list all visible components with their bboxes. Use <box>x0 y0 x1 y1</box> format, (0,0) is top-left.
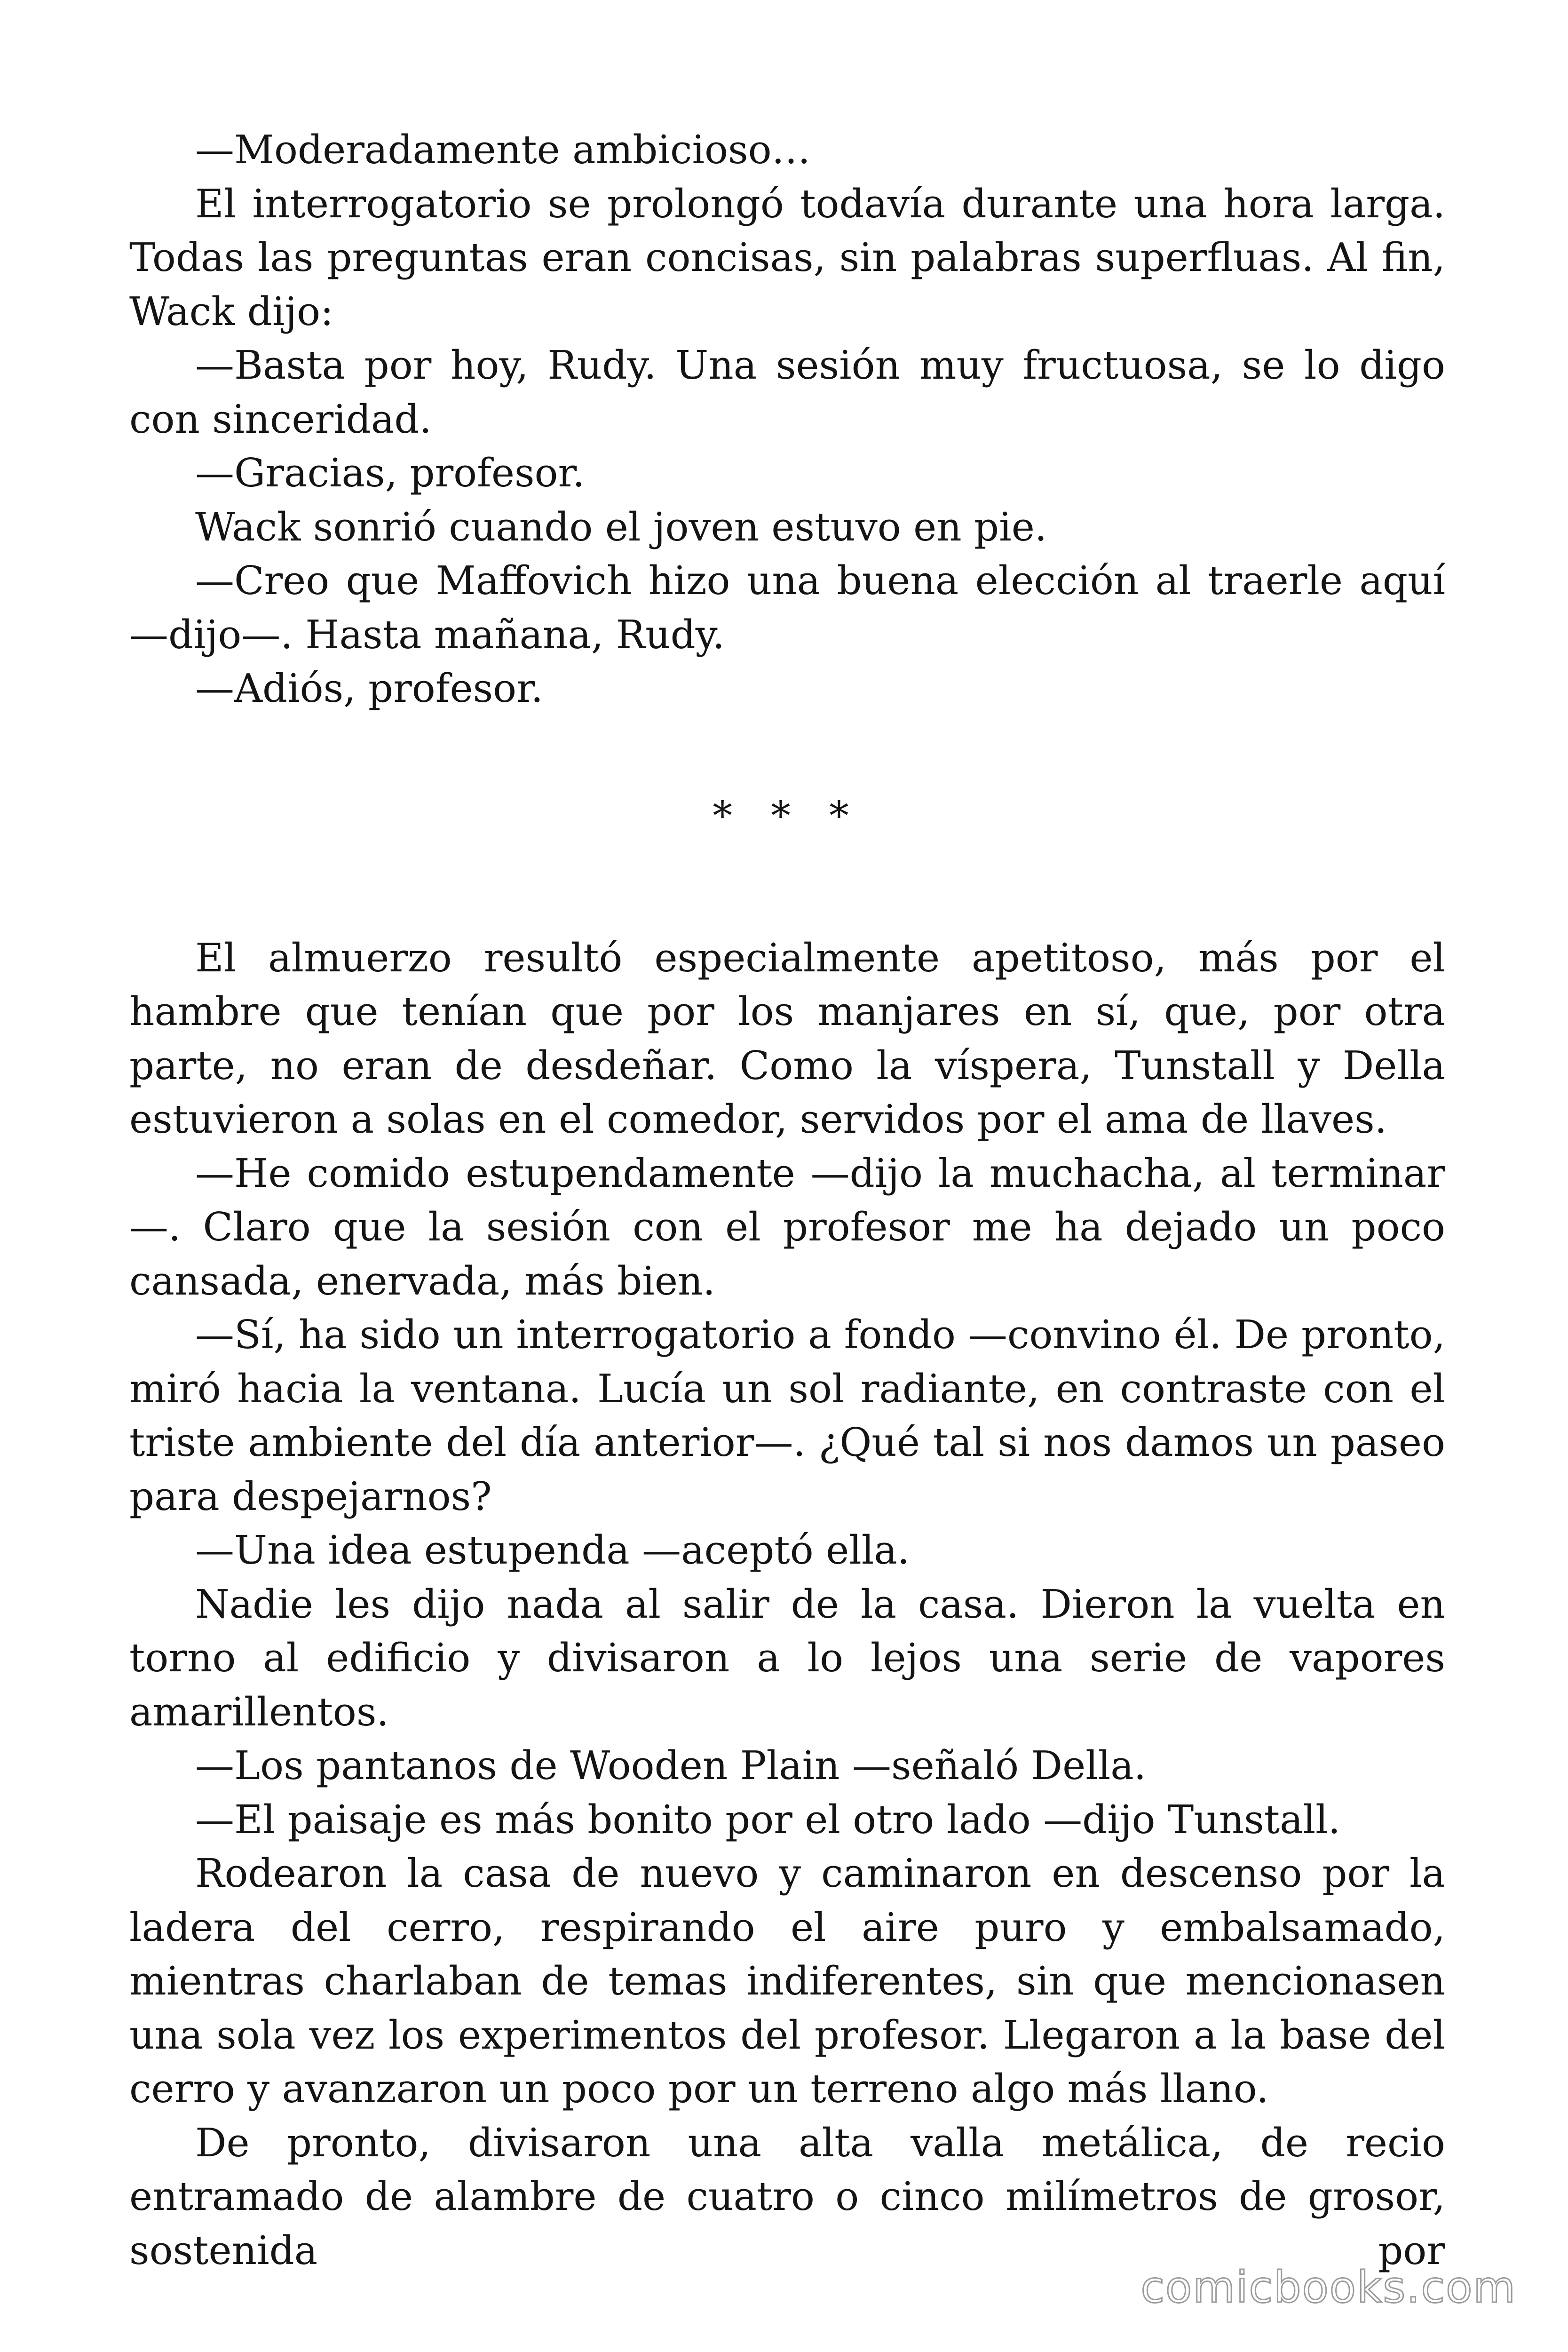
paragraph: El almuerzo resultó especialmente apetitoso, más por el hambre que tenían que por los manjares en sí, que, por otra parte, no eran de desdeñar. Como la víspera, Tunstall y Della estuvieron a solas en el comedor, servidos por el ama de llaves. <box>129 935 1445 1142</box>
paragraph: —Una idea estupenda —aceptó ella. <box>195 1527 910 1573</box>
paragraph: —Creo que Maffovich hizo una buena elección al traerle aquí —dijo—. Hasta mañana, Rudy. <box>129 558 1445 658</box>
paragraph: Nadie les dijo nada al salir de la casa. Dieron la vuelta en torno al edificio y divisaron a lo lejos una serie de vapores amarillentos. <box>129 1581 1445 1735</box>
paragraph: Wack sonrió cuando el joven estuvo en pie. <box>195 504 1047 550</box>
paragraph: —Basta por hoy, Rudy. Una sesión muy fructuosa, se lo digo con sinceridad. <box>129 342 1445 442</box>
paragraph: El interrogatorio se prolongó todavía durante una hora larga. Todas las preguntas eran concisas, sin palabras superfluas. Al fin, Wack dijo: <box>129 181 1445 334</box>
paragraph: Rodearon la casa de nuevo y caminaron en descenso por la ladera del cerro, respirando el aire puro y embalsamado, mientras charlaban de temas indiferentes, sin que mencionasen una sola vez los experimentos del profesor. Llegaron a la base del cerro y avanzaron un poco por un terreno algo más llano. <box>129 1851 1445 2112</box>
paragraph: —Gracias, profesor. <box>195 450 585 496</box>
paragraph: —Los pantanos de Wooden Plain —señaló Della. <box>195 1743 1147 1788</box>
paragraph: De pronto, divisaron una alta valla metálica, de recio entramado de alambre de cuatro o cinco milímetros de grosor, sostenida por <box>129 2120 1445 2273</box>
paragraph: —Moderadamente ambicioso… <box>195 127 811 173</box>
section-break <box>129 716 1445 931</box>
document-page <box>129 123 1445 2278</box>
paragraph: —El paisaje es más bonito por el otro lado —dijo Tunstall. <box>195 1796 1341 1843</box>
section-break-asterisks: * * * <box>713 793 862 839</box>
paragraph: —Adiós, profesor. <box>195 666 544 711</box>
paragraph: —Sí, ha sido un interrogatorio a fondo —convino él. De pronto, miró hacia la ventana. Lucía un sol radiante, en contraste con el triste ambiente del día anterior—. ¿Qué tal si nos damos un paseo para despejarnos? <box>129 1312 1445 1519</box>
paragraph: —He comido estupendamente —dijo la muchacha, al terminar —. Claro que la sesión con el profesor me ha dejado un poco cansada, enervada, más bien. <box>129 1150 1445 1304</box>
watermark-logo: comicbooks.com <box>1140 2262 1516 2312</box>
